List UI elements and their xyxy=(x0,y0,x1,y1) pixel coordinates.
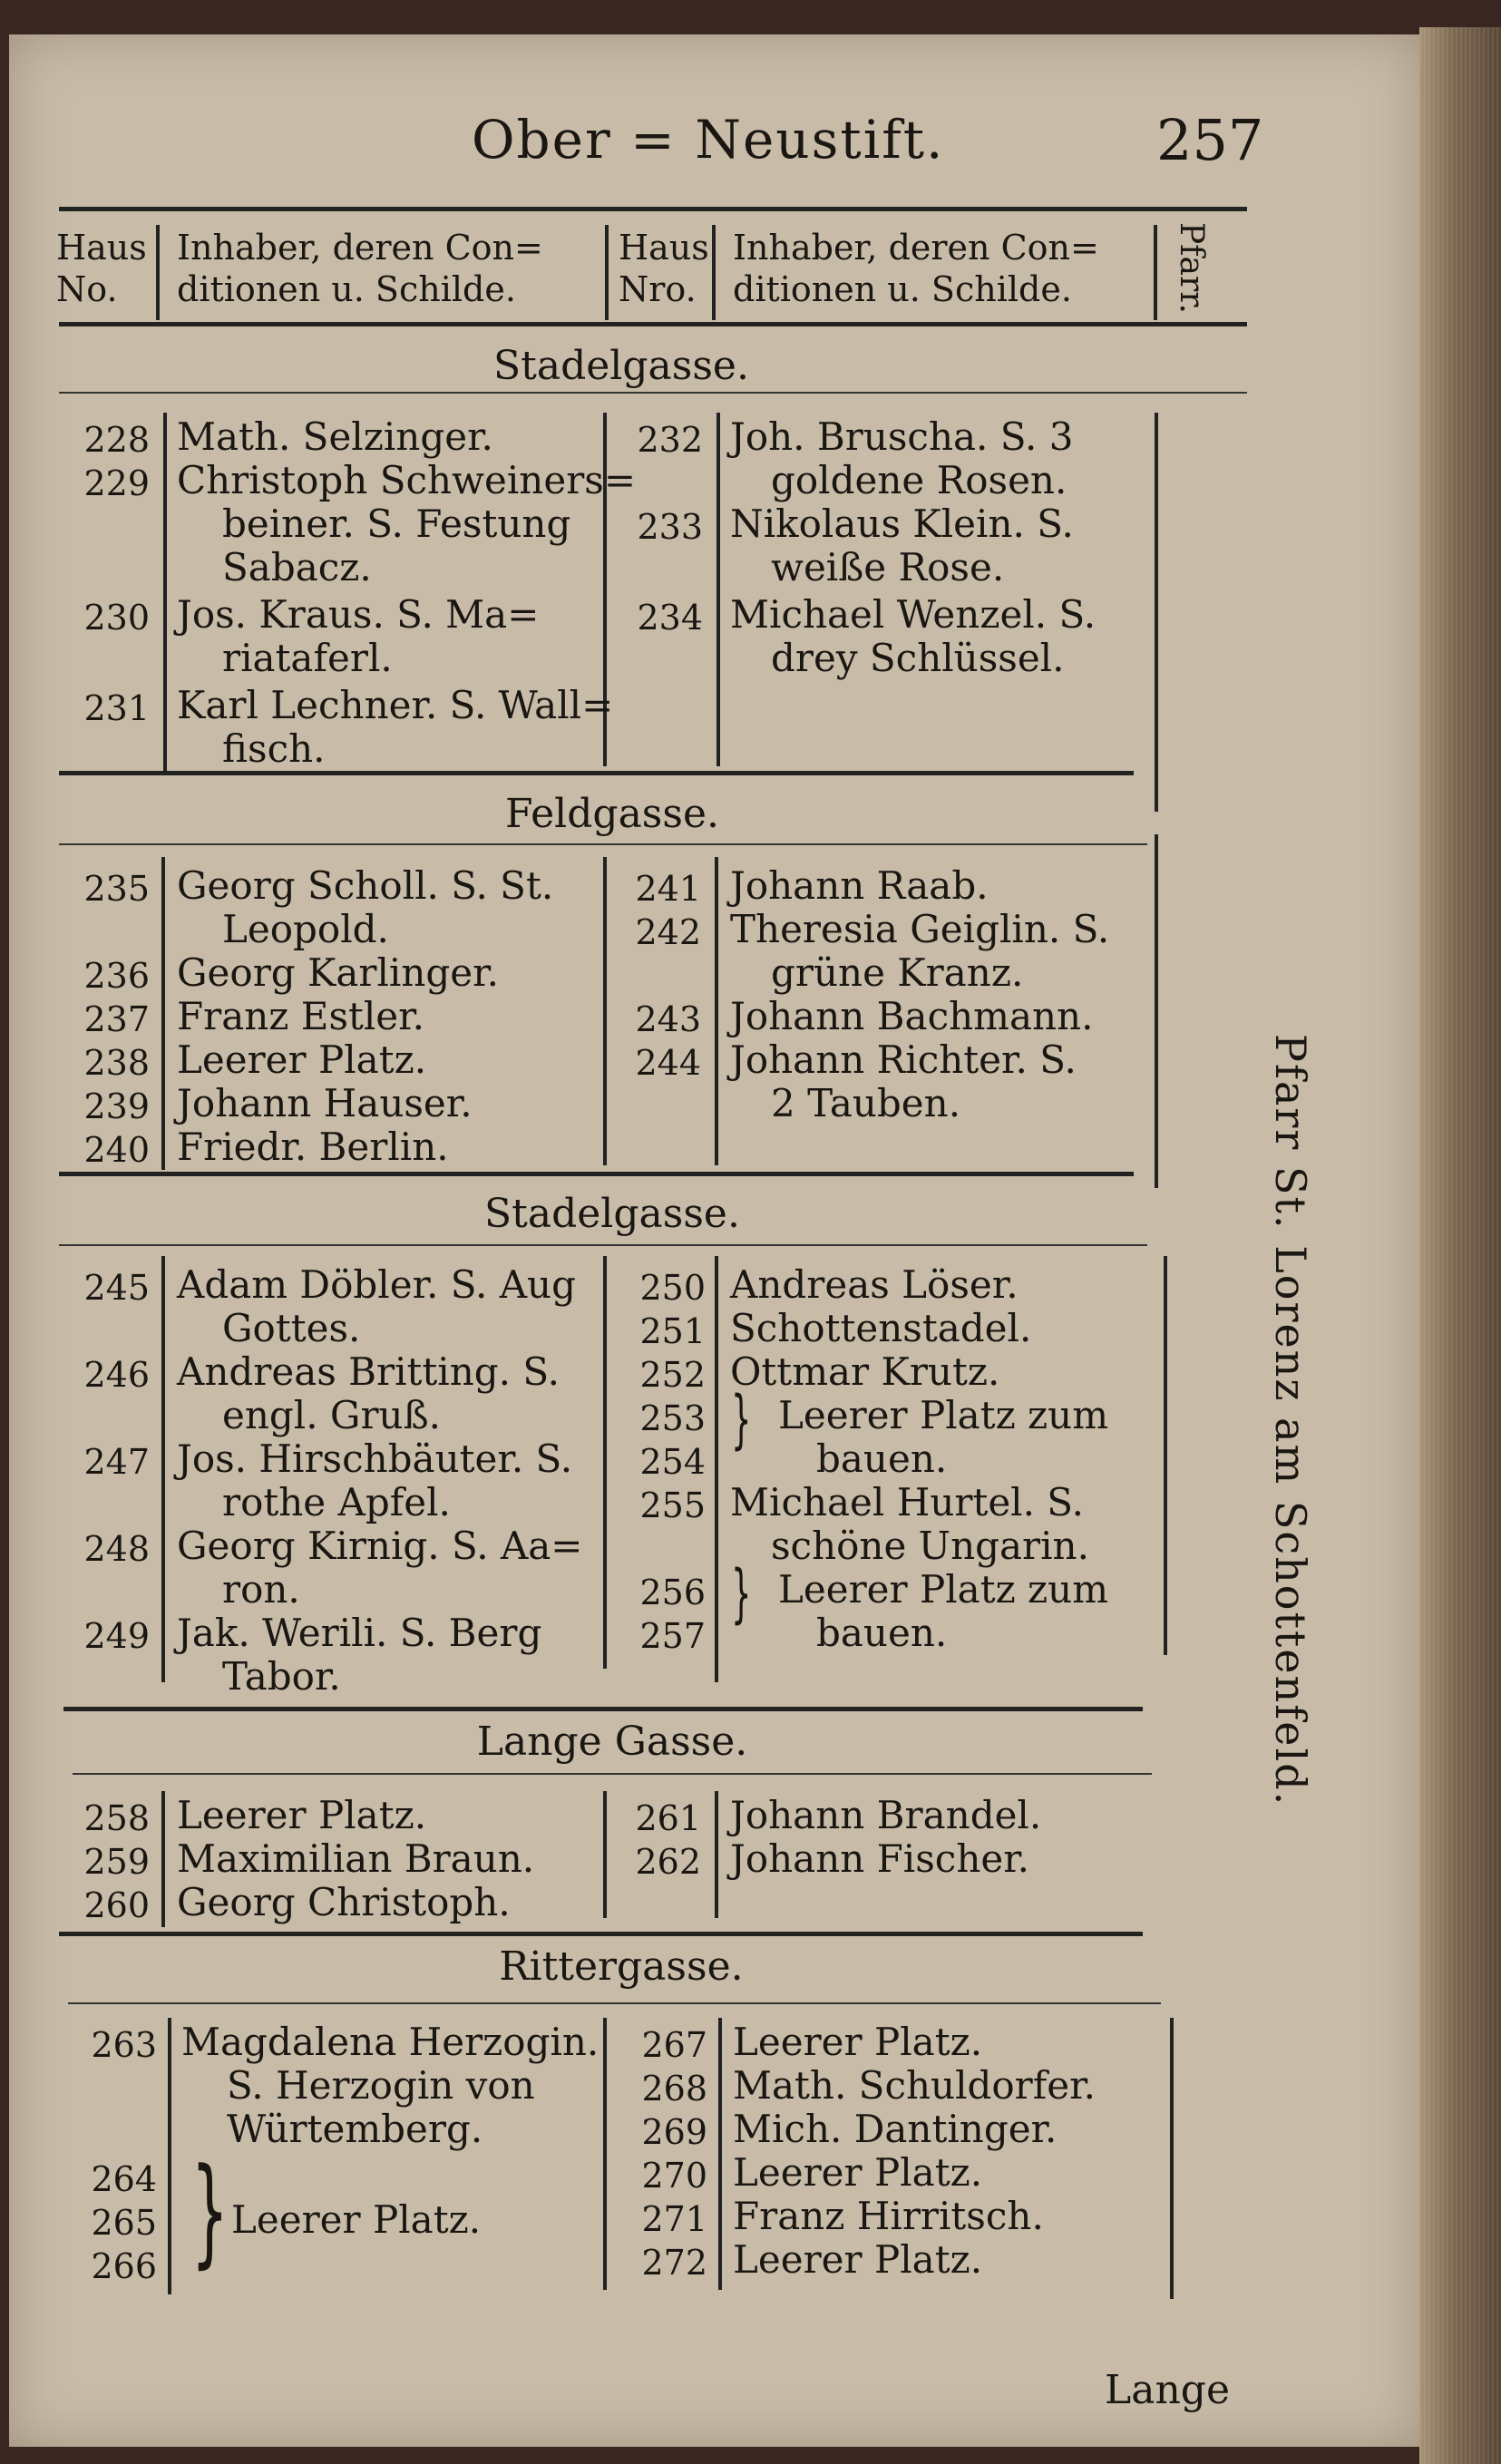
house-number: 233 xyxy=(637,507,703,547)
entry-line: Friedr. Berlin. xyxy=(177,1125,449,1169)
divider xyxy=(712,225,716,320)
house-number: 255 xyxy=(639,1485,706,1525)
entry-line: Johann Brandel. xyxy=(730,1793,1042,1837)
entry-line: Christoph Schweiners= xyxy=(177,458,637,502)
house-number: 265 xyxy=(91,2203,157,2243)
brace-icon: } xyxy=(731,1556,752,1631)
entry-line: fisch. xyxy=(222,726,326,771)
divider xyxy=(716,413,720,766)
entry-line: Georg Christoph. xyxy=(177,1880,511,1924)
house-number: 249 xyxy=(83,1616,150,1656)
entry-line: Leerer Platz. xyxy=(231,2197,482,2242)
house-number: 272 xyxy=(641,2243,707,2283)
divider xyxy=(163,413,167,775)
entry-line: Sabacz. xyxy=(222,545,372,589)
house-number: 261 xyxy=(635,1798,701,1838)
page-number: 257 xyxy=(1156,107,1264,173)
header-rule-bottom xyxy=(59,322,1247,326)
section-title: Rittergasse. xyxy=(499,1943,744,1990)
section-rule xyxy=(59,843,1147,845)
col-house-header: Haus No. xyxy=(56,228,147,309)
house-number: 246 xyxy=(83,1355,150,1395)
house-number: 250 xyxy=(639,1268,706,1308)
entry-line: Adam Döbler. S. Aug xyxy=(177,1262,576,1307)
entry-line: Mich. Dantinger. xyxy=(733,2107,1058,2151)
entry-line: schöne Ungarin. xyxy=(771,1524,1089,1568)
divider xyxy=(161,1791,165,1927)
entry-line: Andreas Löser. xyxy=(730,1262,1019,1307)
divider xyxy=(605,225,609,320)
section-end-rule xyxy=(59,1172,1134,1176)
running-head: Ober = Neustift. xyxy=(472,109,945,170)
entry-line: 2 Tauben. xyxy=(771,1081,961,1125)
house-number: 247 xyxy=(83,1442,150,1482)
house-number: 263 xyxy=(91,2025,157,2065)
section-title: Stadelgasse. xyxy=(493,343,749,389)
col-owner-header: Inhaber, deren Con= ditionen u. Schilde. xyxy=(177,228,543,309)
brace-icon: } xyxy=(731,1382,752,1456)
entry-line: Georg Scholl. S. St. xyxy=(177,863,554,908)
entry-line: ron. xyxy=(222,1567,300,1612)
house-number: 232 xyxy=(637,420,703,460)
entry-line: beiner. S. Festung xyxy=(222,502,571,546)
house-number: 260 xyxy=(83,1885,150,1925)
col-parish-header: Pfarr. xyxy=(1173,222,1210,314)
divider xyxy=(715,1256,718,1682)
section-end-rule xyxy=(59,1932,1143,1936)
divider xyxy=(603,2018,607,2290)
col-owner2-header: Inhaber, deren Con= ditionen u. Schilde. xyxy=(733,228,1099,309)
section-rule xyxy=(73,1773,1152,1775)
entry-line: Leerer Platz. xyxy=(733,2020,983,2064)
entry-line: Leerer Platz. xyxy=(733,2150,983,2195)
divider xyxy=(1170,2018,1174,2299)
house-number: 267 xyxy=(641,2025,707,2065)
house-number: 237 xyxy=(83,999,150,1039)
section-title: Stadelgasse. xyxy=(484,1191,740,1237)
entry-line: Joh. Bruscha. S. 3 xyxy=(730,414,1074,459)
house-number: 244 xyxy=(635,1043,701,1083)
house-number: 262 xyxy=(635,1842,701,1882)
house-number: 248 xyxy=(83,1529,150,1569)
entry-line: Franz Hirritsch. xyxy=(733,2194,1044,2238)
side-parish-label: Pfarr St. Lorenz am Schottenfeld. xyxy=(1266,1034,1315,1807)
house-number: 243 xyxy=(635,999,701,1039)
house-number: 254 xyxy=(639,1442,706,1482)
entry-line: Schottenstadel. xyxy=(730,1306,1032,1350)
entry-line: Würtemberg. xyxy=(227,2107,483,2151)
entry-line: Johann Hauser. xyxy=(177,1081,473,1125)
divider xyxy=(168,2018,171,2294)
entry-line: bauen. xyxy=(816,1437,948,1481)
divider xyxy=(603,1791,607,1918)
entry-line: Jos. Hirschbäuter. S. xyxy=(177,1437,573,1481)
house-number: 252 xyxy=(639,1355,706,1395)
divider xyxy=(1164,1256,1167,1655)
entry-line: Gottes. xyxy=(222,1306,361,1350)
house-number: 234 xyxy=(637,598,703,638)
entry-line: Theresia Geiglin. S. xyxy=(730,907,1110,951)
house-number: 235 xyxy=(83,869,150,909)
house-number: 259 xyxy=(83,1842,150,1882)
entry-line: Michael Hurtel. S. xyxy=(730,1480,1084,1524)
section-title: Lange Gasse. xyxy=(476,1719,748,1765)
house-number: 264 xyxy=(91,2159,157,2199)
house-number: 269 xyxy=(641,2112,707,2152)
divider xyxy=(715,1791,718,1918)
house-number: 228 xyxy=(83,420,150,460)
entry-line: Math. Schuldorfer. xyxy=(733,2063,1096,2108)
divider xyxy=(718,2018,722,2290)
catchword: Lange xyxy=(1105,2367,1230,2413)
entry-line: rothe Apfel. xyxy=(222,1480,451,1524)
entry-line: bauen. xyxy=(816,1611,948,1655)
entry-line: Ottmar Krutz. xyxy=(730,1349,1000,1394)
section-end-rule xyxy=(59,771,1134,775)
entry-line: engl. Gruß. xyxy=(222,1393,442,1437)
divider xyxy=(1155,413,1158,812)
entry-line: grüne Kranz. xyxy=(771,950,1024,995)
house-number: 236 xyxy=(83,956,150,996)
house-number: 253 xyxy=(639,1398,706,1438)
section-end-rule xyxy=(63,1707,1143,1711)
divider xyxy=(161,857,165,1170)
divider xyxy=(603,857,607,1165)
entry-line: Maximilian Braun. xyxy=(177,1836,535,1881)
house-number: 240 xyxy=(83,1130,150,1170)
entry-line: riataferl. xyxy=(222,636,393,680)
entry-line: Karl Lechner. S. Wall= xyxy=(177,683,614,727)
house-number: 238 xyxy=(83,1043,150,1083)
divider xyxy=(1155,834,1158,1188)
header-rule-top xyxy=(59,207,1247,211)
entry-line: Michael Wenzel. S. xyxy=(730,592,1097,637)
house-number: 245 xyxy=(83,1268,150,1308)
entry-line: Math. Selzinger. xyxy=(177,414,493,459)
house-number: 266 xyxy=(91,2246,157,2286)
entry-line: Jak. Werili. S. Berg xyxy=(177,1611,542,1655)
entry-line: S. Herzogin von xyxy=(227,2063,535,2108)
entry-line: Leerer Platz. xyxy=(177,1037,427,1082)
house-number: 231 xyxy=(83,688,150,728)
entry-line: drey Schlüssel. xyxy=(771,636,1065,680)
col-house2-header: Haus Nro. xyxy=(619,228,709,309)
entry-line: Johann Raab. xyxy=(730,863,989,908)
entry-line: Leopold. xyxy=(222,907,389,951)
divider xyxy=(603,1256,607,1669)
house-number: 239 xyxy=(83,1086,150,1126)
house-number: 257 xyxy=(639,1616,706,1656)
entry-line: weiße Rose. xyxy=(771,545,1005,589)
house-number: 229 xyxy=(83,463,150,503)
entry-line: Leerer Platz zum xyxy=(778,1567,1109,1612)
entry-line: Andreas Britting. S. xyxy=(177,1349,560,1394)
house-number: 270 xyxy=(641,2156,707,2196)
page-edge xyxy=(1419,27,1501,2464)
entry-line: Georg Karlinger. xyxy=(177,950,499,995)
divider xyxy=(715,857,718,1165)
entry-line: Tabor. xyxy=(222,1654,341,1699)
entry-line: goldene Rosen. xyxy=(771,458,1067,502)
entry-line: Leerer Platz. xyxy=(733,2237,983,2282)
house-number: 242 xyxy=(635,912,701,952)
entry-line: Leerer Platz zum xyxy=(778,1393,1109,1437)
section-rule xyxy=(59,1244,1147,1246)
divider xyxy=(161,1256,165,1682)
house-number: 268 xyxy=(641,2069,707,2109)
section-title: Feldgasse. xyxy=(505,791,719,837)
house-number: 251 xyxy=(639,1311,706,1351)
entry-line: Nikolaus Klein. S. xyxy=(730,502,1074,546)
entry-line: Franz Estler. xyxy=(177,994,424,1038)
house-number: 241 xyxy=(635,869,701,909)
entry-line: Johann Richter. S. xyxy=(730,1037,1077,1082)
entry-line: Jos. Kraus. S. Ma= xyxy=(177,592,540,637)
entry-line: Leerer Platz. xyxy=(177,1793,427,1837)
divider xyxy=(156,225,160,320)
divider xyxy=(1154,225,1157,320)
entry-line: Johann Fischer. xyxy=(730,1836,1030,1881)
house-number: 258 xyxy=(83,1798,150,1838)
brace-icon: } xyxy=(190,2142,229,2280)
section-rule xyxy=(68,2002,1161,2004)
house-number: 230 xyxy=(83,598,150,638)
entry-line: Magdalena Herzogin. xyxy=(181,2020,599,2064)
house-number: 256 xyxy=(639,1573,706,1612)
entry-line: Johann Bachmann. xyxy=(730,994,1094,1038)
entry-line: Georg Kirnig. S. Aa= xyxy=(177,1524,583,1568)
house-number: 271 xyxy=(641,2199,707,2239)
section-rule xyxy=(59,392,1247,394)
